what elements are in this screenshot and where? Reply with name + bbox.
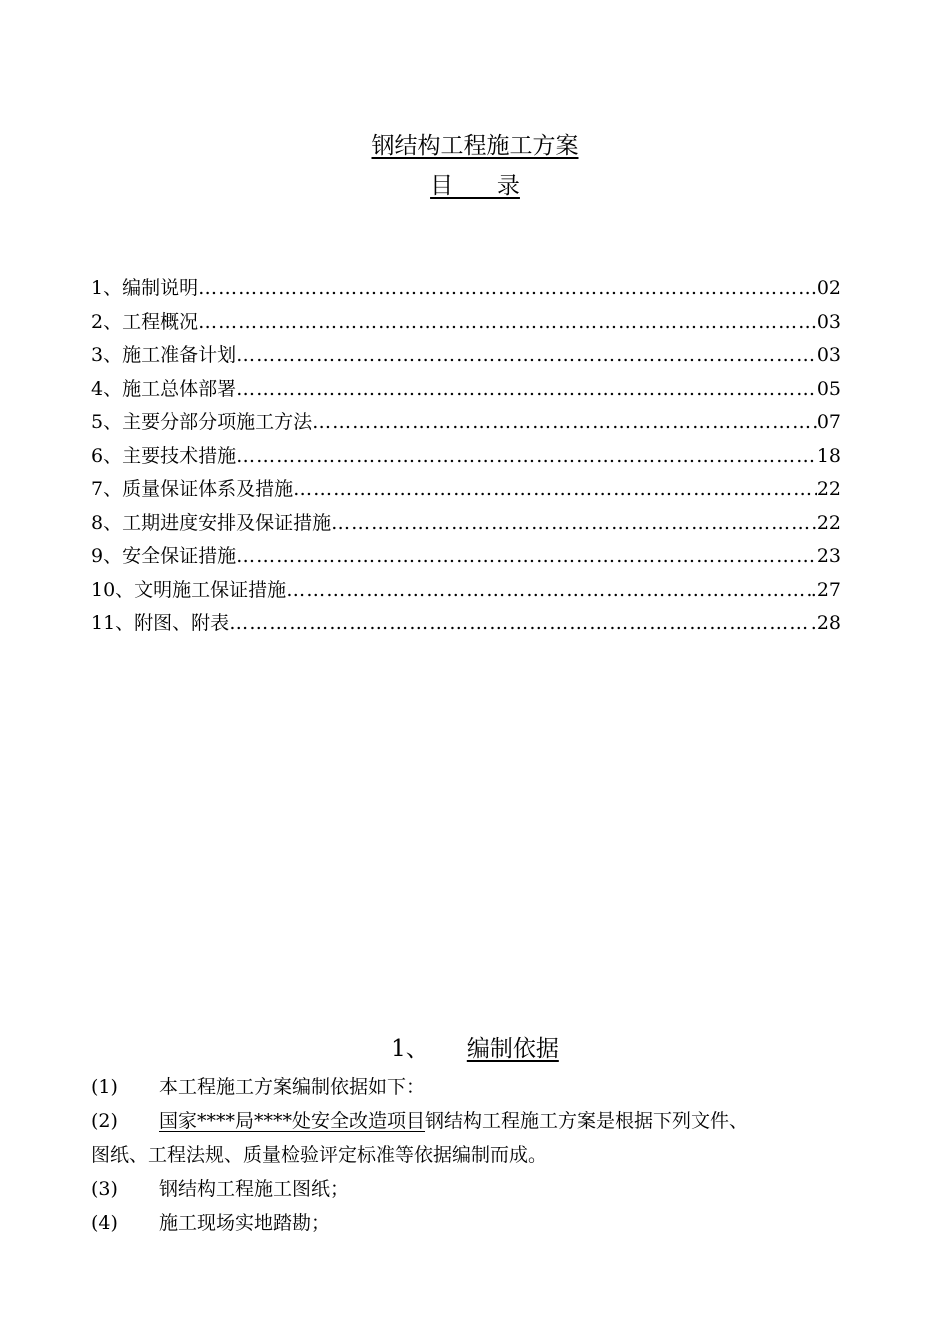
toc-row[interactable]	[91, 272, 841, 306]
document-title-text: 钢结构工程施工方案	[371, 133, 579, 159]
item-number: (1)	[91, 1076, 118, 1098]
project-name-underlined: 国家****局****处安全改造项目	[159, 1110, 426, 1132]
section-number: 1、	[391, 1036, 429, 1062]
toc-row[interactable]	[91, 507, 841, 541]
toc-row[interactable]	[91, 339, 841, 373]
toc-heading-text: 目 录	[430, 173, 520, 199]
list-item	[91, 1206, 851, 1240]
item-text-group	[159, 1104, 851, 1138]
item-number: (4)	[91, 1212, 118, 1234]
toc-row[interactable]	[91, 306, 841, 340]
toc-leader	[286, 574, 811, 608]
toc-leader	[236, 540, 817, 574]
toc-leader	[293, 473, 817, 507]
toc-leader	[198, 306, 817, 340]
toc-label: 1、编制说明	[91, 277, 199, 299]
toc-leader	[236, 440, 817, 474]
toc-label: 2、工程概况	[91, 310, 199, 333]
toc-label: 4、施工总体部署	[91, 377, 237, 400]
document-title	[0, 128, 950, 164]
item-text: 施工现场实地踏勘；	[159, 1212, 331, 1234]
toc-row[interactable]	[91, 406, 841, 440]
item-number: (2)	[91, 1110, 118, 1132]
toc-leader	[312, 406, 817, 440]
toc-page-number: .28	[810, 612, 841, 634]
toc-leader	[229, 607, 811, 641]
toc-page-number: .27	[810, 578, 841, 601]
item-number: (3)	[91, 1178, 118, 1200]
toc-label: 10、文明施工保证措施	[91, 578, 287, 601]
toc-label: 11、附图、附表	[91, 612, 230, 634]
toc-row[interactable]	[91, 473, 841, 507]
toc-label: 3、施工准备计划	[91, 344, 237, 366]
toc-page-number: 18	[816, 444, 841, 467]
toc-page-number: 07	[816, 411, 841, 433]
item-text: 钢结构工程施工方案是根据下列文件、	[425, 1110, 749, 1132]
toc-label: 9、安全保证措施	[91, 545, 237, 567]
toc-label: 8、工期进度安排及保证措施	[91, 511, 332, 534]
toc-page-number: 05	[816, 377, 841, 400]
toc-leader	[198, 272, 817, 306]
section-title: 编制依据	[466, 1036, 559, 1062]
toc-page-number: 03	[816, 310, 841, 333]
toc-row[interactable]	[91, 440, 841, 474]
toc-leader	[236, 373, 817, 407]
list-item	[91, 1104, 851, 1138]
toc-row[interactable]	[91, 373, 841, 407]
list-item	[91, 1070, 851, 1104]
toc-page-number: 02	[816, 277, 841, 299]
toc-row[interactable]	[91, 540, 841, 574]
toc-page-number: 03	[816, 344, 841, 366]
toc-row[interactable]	[91, 574, 841, 608]
table-of-contents	[91, 272, 841, 641]
item-text: 钢结构工程施工图纸；	[159, 1178, 350, 1200]
toc-label: 5、主要分部分项施工方法	[91, 411, 313, 433]
toc-label: 6、主要技术措施	[91, 444, 237, 467]
section-heading	[0, 1031, 950, 1067]
section-body	[91, 1070, 851, 1240]
toc-label: 7、质量保证体系及措施	[91, 478, 294, 500]
toc-page-number: 23	[816, 545, 841, 567]
toc-leader	[236, 339, 817, 373]
item-text: 本工程施工方案编制依据如下：	[159, 1076, 426, 1098]
toc-row[interactable]	[91, 607, 841, 641]
toc-heading	[0, 168, 950, 204]
list-item	[91, 1172, 851, 1206]
toc-leader	[331, 507, 817, 541]
toc-page-number: 22	[816, 478, 841, 500]
item-continuation: 图纸、工程法规、质量检验评定标准等依据编制而成。	[91, 1144, 548, 1166]
toc-page-number: 22	[816, 511, 841, 534]
